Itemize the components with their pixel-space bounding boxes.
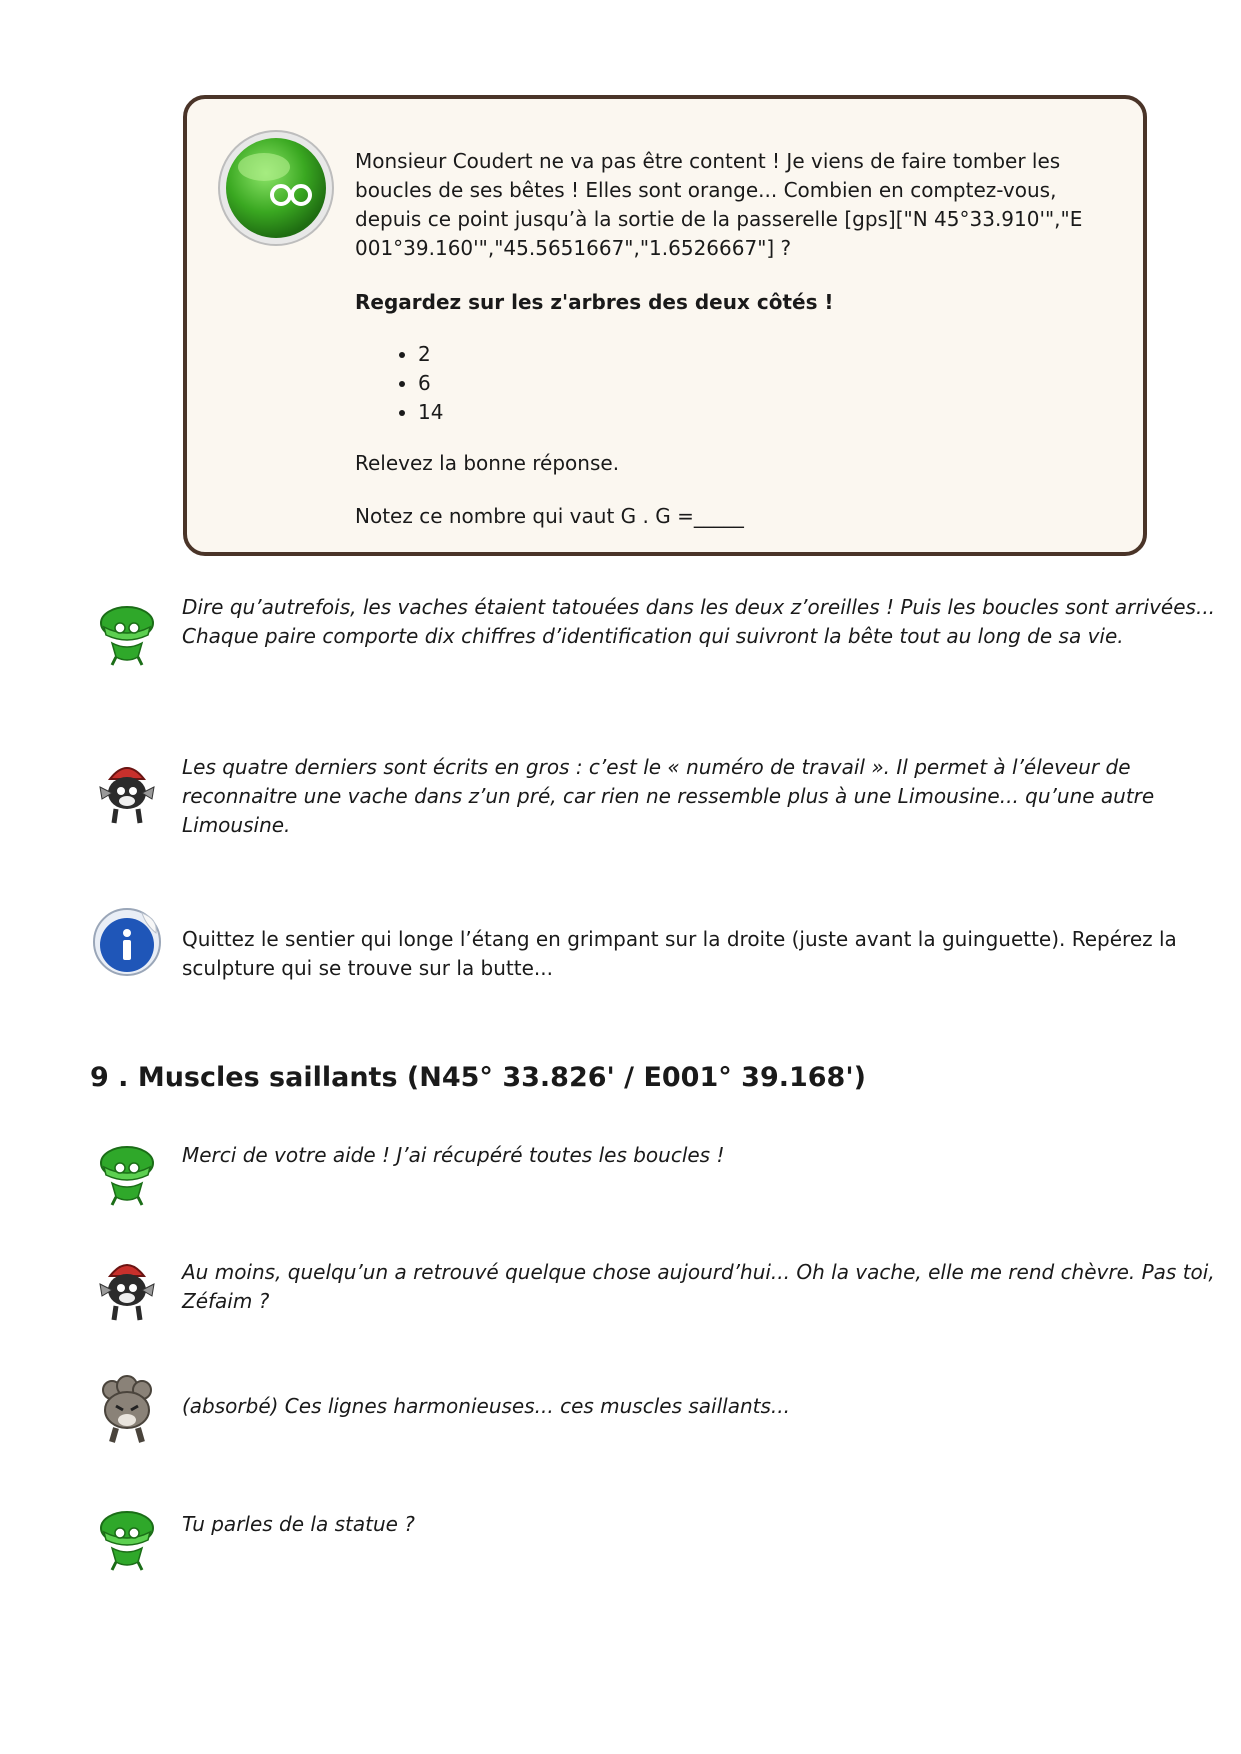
quiz-box — [183, 95, 1147, 556]
red-character-icon — [90, 753, 164, 827]
answer-option: • 2 — [418, 340, 1125, 369]
dialog-text: Tu parles de la statue ? — [182, 1512, 415, 1536]
quiz-note: Notez ce nombre qui vaut G . G =_____ — [355, 504, 744, 528]
dialog-text: Quittez le sentier qui longe l’étang en grimpant sur la droite (juste avant la guinguette). Repérez la sculpture qui se trouve sur la butte... — [182, 927, 1177, 980]
red-character-icon — [90, 1250, 164, 1324]
dialog-text: Au moins, quelqu’un a retrouvé quelque chose aujourd’hui... Oh la vache, elle me rend chèvre. Pas toi, Zéfaim ? — [182, 1260, 1215, 1313]
answer-option: • 14 — [418, 398, 1125, 427]
quiz-instruction: Relevez la bonne réponse. — [355, 451, 620, 475]
dialog-text: Dire qu’autrefois, les vaches étaient tatouées dans les deux z’oreilles ! Puis les boucles sont arrivées... Chaque paire comporte dix chiffres d’identification qui suivront la bête tout au long de sa vie. — [182, 595, 1216, 648]
green-character-icon — [90, 1133, 164, 1207]
green-character-icon — [90, 593, 164, 667]
dialog-text: (absorbé) Ces lignes harmonieuses... ces muscles saillants... — [182, 1394, 790, 1418]
section-heading: 9 . Muscles saillants (N45° 33.826' / E001° 39.168') — [90, 1062, 866, 1093]
green-character-icon — [217, 129, 335, 247]
info-icon — [90, 905, 164, 979]
dialog-text: Les quatre derniers sont écrits en gros : c’est le « numéro de travail ». Il permet à l’éleveur de reconnaitre une vache dans z’un pré, car rien ne ressemble plus à une Limousine... qu’une autre Limousine. — [182, 755, 1155, 837]
quiz-hint: Regardez sur les z'arbres des deux côtés ! — [355, 290, 834, 314]
quiz-text — [355, 147, 1125, 531]
green-character-icon — [90, 1498, 164, 1572]
gray-character-icon — [90, 1372, 164, 1446]
answer-options — [355, 340, 1125, 427]
answer-option: • 6 — [418, 369, 1125, 398]
dialog-text: Merci de votre aide ! J’ai récupéré toutes les boucles ! — [182, 1143, 725, 1167]
quiz-question: Monsieur Coudert ne va pas être content ! Je viens de faire tomber les boucles de ses bêtes ! Elles sont orange... Combien en comptez-vous, depuis ce point jusqu’à la sortie de la passerelle [gps]["N 45°33.910'","E 001°39.160'","45.5651667","1.6526667"] ? — [355, 149, 1083, 260]
